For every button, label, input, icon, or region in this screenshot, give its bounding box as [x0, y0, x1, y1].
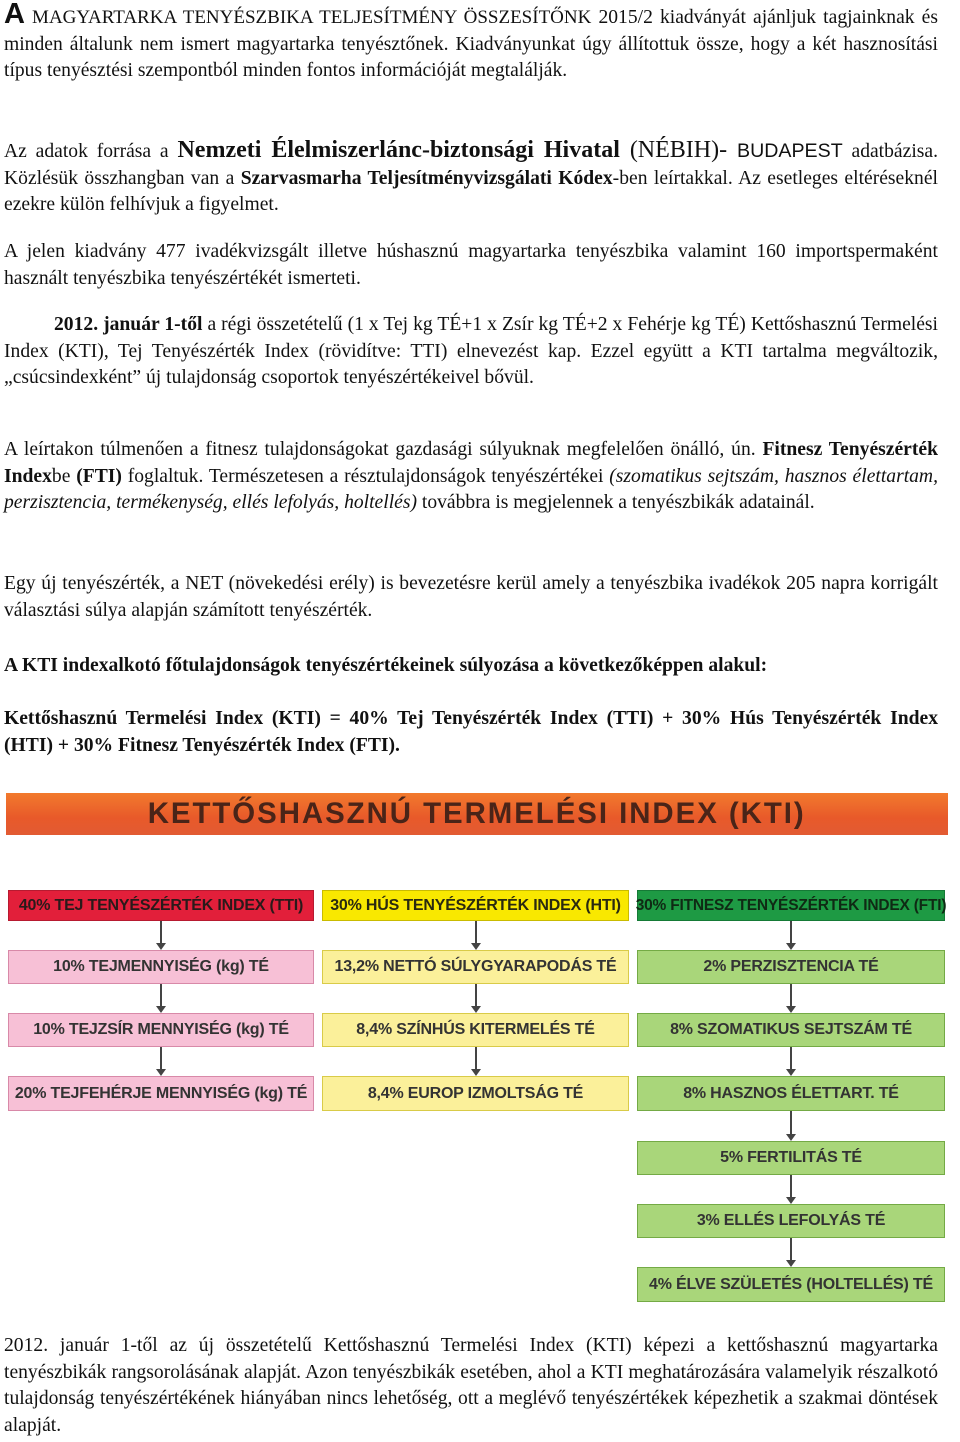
kti-diagram: [0, 785, 960, 1310]
fti-item: 5% FERTILITÁS TÉ: [637, 1141, 945, 1175]
kti-banner-title: KETTŐSHASZNÚ TERMELÉSI INDEX (KTI): [148, 797, 806, 830]
drop-letter: A: [4, 0, 25, 30]
fitness-paragraph: A leírtakon túlmenően a fitnesz tulajdonságokat gazdasági súlyuknak megfelelően önálló, ún. Fitnesz Tenyészérték Indexbe (FTI) foglaltuk. Természetesen a résztulajdonságok tenyészértékei (szomatikus sejtszám, hasznos élettartam, perzisztencia, termékenység, ellés lefolyás, holtellés) továbbra is megjelennek a tenyészbikák adatainál.: [4, 439, 938, 514]
fti-item: 3% ELLÉS LEFOLYÁS TÉ: [637, 1204, 945, 1238]
fti-item: 8% HASZNOS ÉLETTART. TÉ: [637, 1076, 945, 1111]
intro-paragraph: [4, 0, 938, 85]
ranking-paragraph: 2012. január 1-től az új összetételű Kettőshasznú Termelési Index (KTI) képezi a kettőshasznú magyartarka tenyészbikák rangsorolásának alapját. Azon tenyészbikák esetében, ahol a KTI meghatározására valamelyik részalkotó tulajdonság tenyészértékének hiányában nincs lehetőség, ott a meglévő tenyészértékek képezhetik a szakmai döntések alapját.: [4, 1335, 938, 1436]
tti-item: 20% TEJFEHÉRJE MENNYISÉG (kg) TÉ: [8, 1076, 314, 1111]
net-paragraph: Egy új tenyészérték, a NET (növekedési erély) is bevezetésre kerül amely a tenyészbika ivadékok 205 napra korrigált választási súlya alapján számított tenyészérték.: [4, 573, 938, 621]
weighting-heading: A KTI indexalkotó főtulajdonságok tenyészértékeinek súlyozása a következőképpen alakul:: [4, 655, 768, 676]
intro-text: 2015/2 kiadványát ajánljuk tagjainknak és minden általunk nem ismert magyartarka tenyésztőnek. Kiadványunkat úgy állítottuk össze, hogy a két hasznosítási típus tenyésztési szempontból minden fontos információját megtalálják.: [4, 7, 938, 82]
tti-header: 40% TEJ TENYÉSZÉRTÉK INDEX (TTI): [8, 890, 314, 921]
kti-banner: [6, 793, 948, 835]
hti-item: 13,2% NETTÓ SÚLYGYARAPODÁS TÉ: [322, 950, 629, 984]
source-authority: Nemzeti Élelmiszerlánc-biztonsági Hivatal: [177, 137, 620, 163]
fti-header: 30% FITNESZ TENYÉSZÉRTÉK INDEX (FTI): [637, 890, 945, 921]
tti-item: 10% TEJMENNYISÉG (kg) TÉ: [8, 950, 314, 984]
codex-name: Szarvasmarha Teljesítményvizsgálati Kódex: [240, 167, 613, 189]
hti-item: 8,4% EUROP IZMOLTSÁG TÉ: [322, 1076, 629, 1111]
fti-item: 4% ÉLVE SZÜLETÉS (HOLTELLÉS) TÉ: [637, 1267, 945, 1302]
effective-date: 2012. január 1-től: [54, 314, 203, 335]
publication-title: MAGYARTARKA TENYÉSZBIKA TELJESÍTMÉNY ÖSSZESÍTŐNK: [32, 7, 592, 28]
hti-header: 30% HÚS TENYÉSZÉRTÉK INDEX (HTI): [322, 890, 629, 921]
source-paragraph: Az adatok forrása a Nemzeti Élelmiszerlánc-biztonsági Hivatal (NÉBIH)- BUDAPEST adatbázisa. Közlésük összhangban van a Szarvasmarha Teljesítményvizsgálati Kódex-ben leírtakkal. Az esetleges eltéréseknél ezekre külön felhívjuk a figyelmet.: [4, 137, 938, 216]
fti-item: 8% SZOMATIKUS SEJTSZÁM TÉ: [637, 1013, 945, 1047]
fti-item: 2% PERZISZTENCIA TÉ: [637, 950, 945, 984]
change-paragraph: 2012. január 1-től a régi összetételű (1 x Tej kg TÉ+1 x Zsír kg TÉ+2 x Fehérje kg TÉ) Kettőshasznú Termelési Index (KTI), Tej Tenyészérték Index (rövidítve: TTI) elnevezést kap. Ezzel együtt a KTI tartalma megváltozik, „csúcsindexként” új tulajdonság csoportok tenyészértékeivel bővül.: [4, 314, 939, 389]
hti-item: 8,4% SZÍNHÚS KITERMELÉS TÉ: [322, 1013, 629, 1047]
kti-formula: Kettőshasznú Termelési Index (KTI) = 40% Tej Tenyészérték Index (TTI) + 30% Hús Tenyészérték Index (HTI) + 30% Fitnesz Tenyészérték Index (FTI).: [4, 708, 938, 756]
scope-paragraph: A jelen kiadvány 477 ivadékvizsgált illetve húshasznú magyartarka tenyészbika valamint 160 importspermaként használt tenyészbika tenyészértékét ismerteti.: [4, 241, 938, 289]
tti-item: 10% TEJZSÍR MENNYISÉG (kg) TÉ: [8, 1013, 314, 1047]
